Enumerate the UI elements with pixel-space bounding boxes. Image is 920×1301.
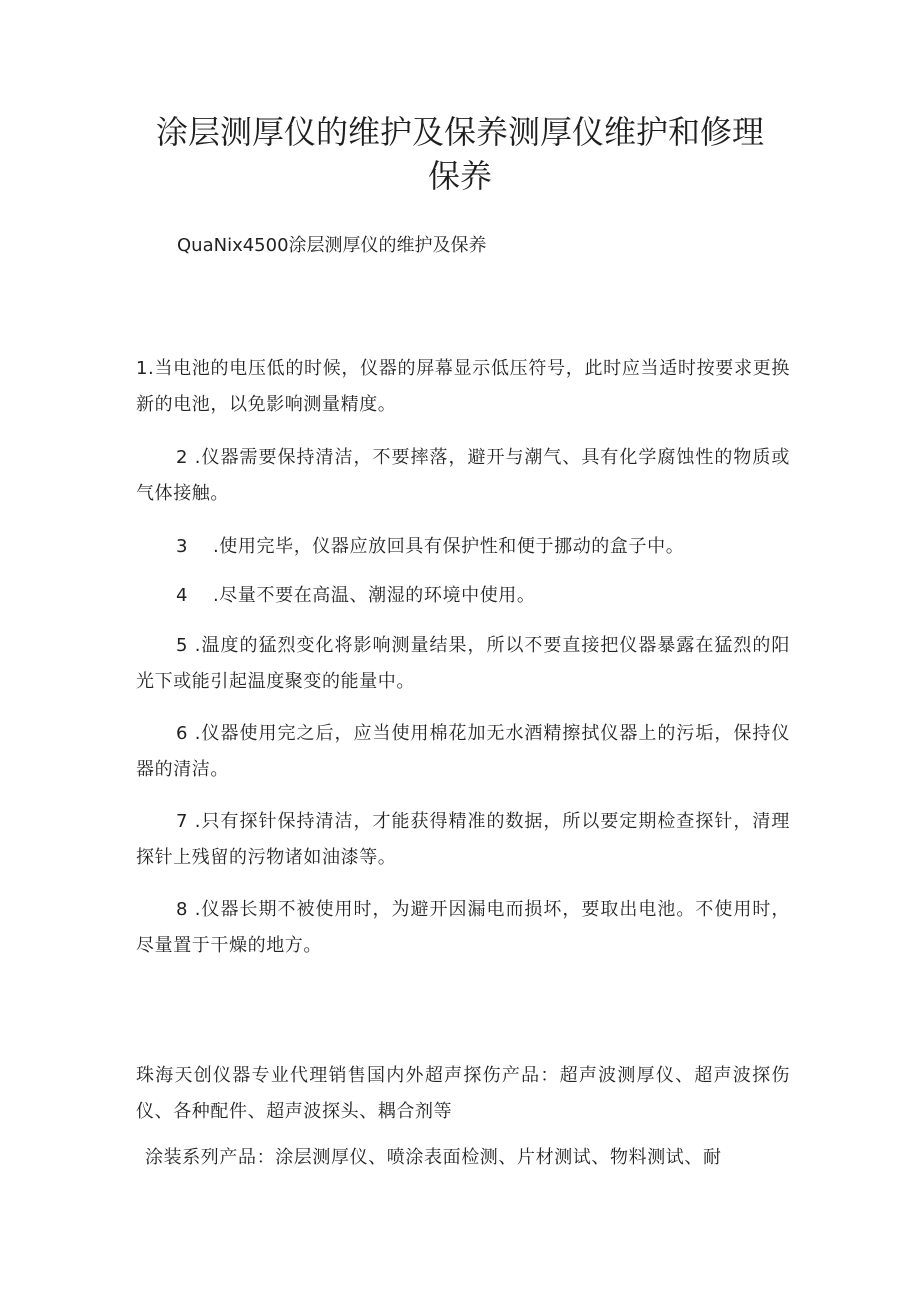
- footer-paragraph-2: 涂装系列产品：涂层测厚仪、喷涂表面检测、片材测试、物料测试、耐: [145, 1147, 722, 1168]
- document-subtitle: QuaNix4500涂层测厚仪的维护及保养: [177, 235, 487, 256]
- paragraph-5: 5 .温度的猛烈变化将影响测量结果，所以不要直接把仪器暴露在猛烈的阳光下或能引起温度聚变的能量中。: [136, 635, 790, 692]
- paragraph-8: 8 .仪器长期不被使用时，为避开因漏电而损坏，要取出电池。不使用时，尽量置于干燥的地方。: [136, 899, 790, 956]
- document-title-line-1: 涂层测厚仪的维护及保养测厚仪维护和修理: [155, 113, 764, 151]
- paragraph-6: 6 .仪器使用完之后，应当使用棉花加无水酒精擦拭仪器上的污垢，保持仪器的清洁。: [136, 723, 790, 780]
- footer-paragraph-1: 珠海天创仪器专业代理销售国内外超声探伤产品：超声波测厚仪、超声波探伤仪、各种配件、超声波探头、耦合剂等: [136, 1065, 790, 1122]
- paragraph-3: 3 .使用完毕，仪器应放回具有保护性和便于挪动的盒子中。: [176, 536, 685, 557]
- paragraph-1: 1.当电池的电压低的时候，仪器的屏幕显示低压符号，此时应当适时按要求更换新的电池，以免影响测量精度。: [136, 358, 790, 415]
- paragraph-7: 7 .只有探针保持清洁，才能获得精准的数据，所以要定期检查探针，清理探针上残留的污物诸如油漆等。: [136, 811, 790, 868]
- paragraph-2: 2 .仪器需要保持清洁，不要摔落，避开与潮气、具有化学腐蚀性的物质或气体接触。: [136, 447, 790, 504]
- paragraph-4: 4 .尽量不要在高温、潮湿的环境中使用。: [176, 585, 536, 606]
- document-title-line-2: 保养: [427, 157, 492, 195]
